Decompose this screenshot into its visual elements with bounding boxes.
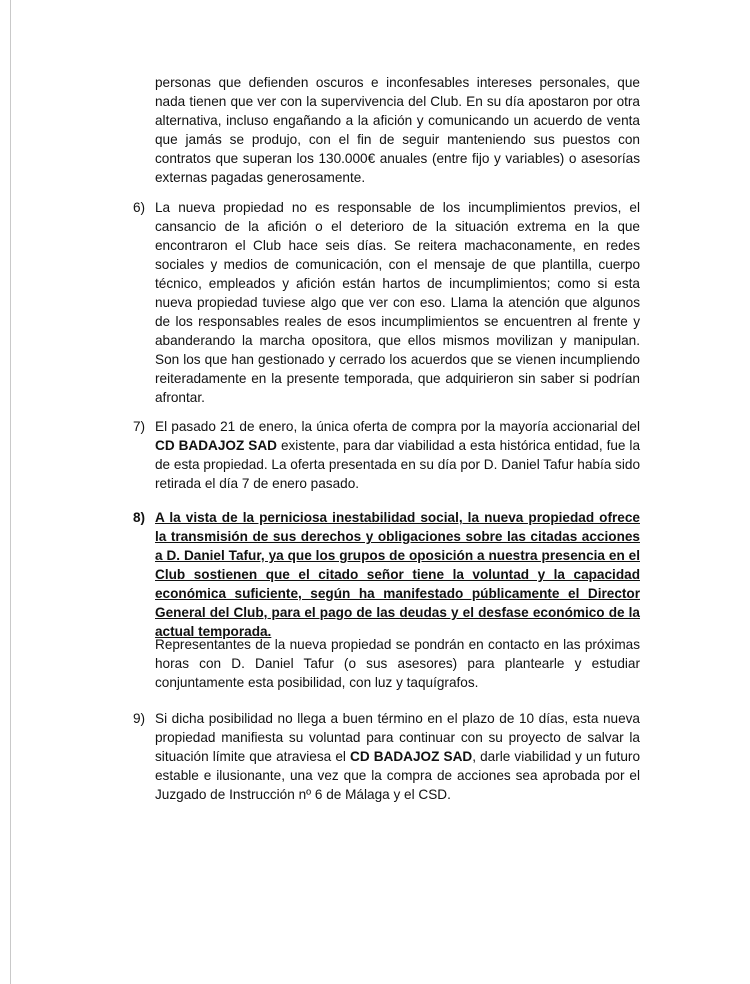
- item-8-bold-paragraph: A la vista de la perniciosa inestabilidad social, la nueva propiedad ofrece la transmisión de sus derechos y obligaciones sobre las citadas acciones a D. Daniel Tafur, ya que los grupos de oposición a nuestra presencia en el Club sostienen que el citado señor tiene la voluntad y la capacidad económica suficiente, según ha manifestado públicamente el Director General del Club, para el pago de las deudas y el desfase económico de la actual temporada.: [155, 510, 640, 639]
- item-7-text-before: El pasado 21 de enero, la única oferta de compra por la mayoría accionarial del: [155, 419, 640, 434]
- item-9-club-name: CD BADAJOZ SAD: [350, 749, 473, 764]
- item-number-6: 6): [133, 200, 146, 215]
- item-9-text-after: , darle viabilidad y un futuro estable e ilusionante, una vez que la compra de acciones sea aprobada por el Juzgado de Instrucción nº 6 de Málaga y el CSD.: [155, 749, 641, 802]
- item-9-paragraph: [155, 709, 640, 804]
- item-number-8: 8): [133, 510, 146, 525]
- continuation-paragraph: personas que defienden oscuros e inconfesables intereses personales, que nada tienen que ver con la supervivencia del Club. En su día apostaron por otra alternativa, incluso engañando a la afición y comunicando un acuerdo de venta que jamás se produjo, con el fin de seguir manteniendo sus puestos con contratos que superan los 130.000€ anuales (entre fijo y variables) o asesorías externas pagadas generosamente.: [155, 75, 640, 185]
- item-7-text-after: existente, para dar viabilidad a esta histórica entidad, fue la de esta propiedad. La oferta presentada en su día por D. Daniel Tafur había sido retirada el día 7 de enero pasado.: [155, 438, 641, 491]
- item-number-9: 9): [133, 711, 146, 726]
- item-7-paragraph: [155, 417, 640, 493]
- item-7-club-name: CD BADAJOZ SAD: [155, 438, 277, 453]
- item-6-paragraph: La nueva propiedad no es responsable de los incumplimientos previos, el cansancio de la afición o el deterioro de la situación extrema en la que encontraron el Club hace seis días. Se reitera machaconamente, en redes sociales y medios de comunicación, con el mensaje de que plantilla, cuerpo técnico, empleados y afición están hartos de incumplimientos; como si esta nueva propiedad tuviese algo que ver con eso. Llama la atención que algunos de los responsables reales de esos incumplimientos se encuentren al frente y abanderando la marcha opositora, que ellos mismos movilizan y manipulan. Son los que han gestionado y cerrado los acuerdos que se vienen incumpliendo reiteradamente en la presente temporada, que adquirieron sin saber si podrían afrontar.: [155, 200, 640, 405]
- item-9-text-before: Si dicha posibilidad no llega a buen término en el plazo de 10 días, esta nueva propiedad manifiesta su voluntad para continuar con su proyecto de salvar la situación límite que atraviesa el: [155, 711, 640, 764]
- item-8-follow-paragraph: Representantes de la nueva propiedad se pondrán en contacto en las próximas horas con D. Daniel Tafur (o sus asesores) para plantearle y estudiar conjuntamente esta posibilidad, con luz y taquígrafos.: [155, 637, 640, 690]
- item-number-7: 7): [133, 419, 146, 434]
